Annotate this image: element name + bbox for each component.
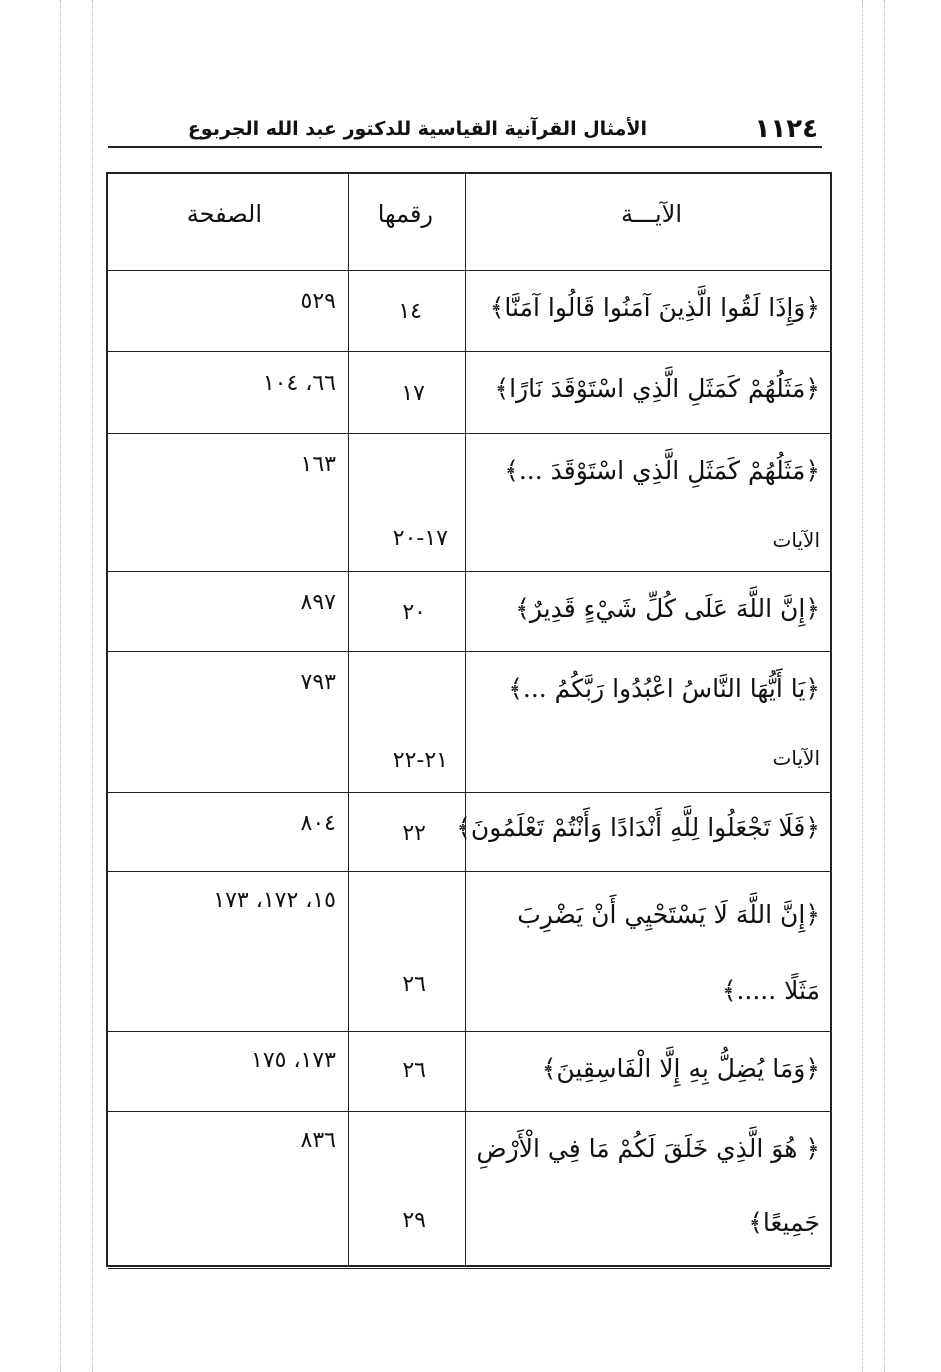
scan-artifact-line [60,0,61,1372]
header-page: الصفحة [186,200,262,228]
scan-artifact-line [92,0,93,1372]
verse-number: ٢٩ [402,1208,426,1233]
column-divider [348,174,349,1265]
scan-artifact-line [862,0,863,1372]
table-row [108,572,830,652]
verse-text: ﴿إِنَّ اللَّهَ لَا يَسْتَحْيِي أَنْ يَضْرِبَ [517,900,820,929]
verse-number: ١٧ [401,381,425,406]
verse-number: ١٧-٢٠ [392,526,448,551]
verse-index-table [106,172,832,1267]
verse-continuation: مَثَلًا .....﴾ [721,976,820,1005]
verse-number: ٢٦ [402,1058,426,1083]
verse-text: ﴿ هُوَ الَّذِي خَلَقَ لَكُمْ مَا فِي الْأَرْضِ [476,1134,820,1163]
table-row [108,652,830,793]
page-refs: ٨٣٦ [300,1128,336,1153]
page-refs: ٨٩٧ [300,590,336,615]
page-refs: ٥٢٩ [300,289,336,314]
verse-text: ﴿مَثَلُهُمْ كَمَثَلِ الَّذِي اسْتَوْقَدَ ...﴾ [504,456,820,485]
book-title: الأمثال القرآنية القياسية للدكتور عبد الله الجربوع [187,118,647,140]
verse-text: ﴿إِنَّ اللَّهَ عَلَى كُلِّ شَيْءٍ قَدِيرٌ﴾ [515,594,820,623]
verse-text: ﴿فَلَا تَجْعَلُوا لِلَّهِ أَنْدَادًا وَأَنْتُمْ تَعْلَمُونَ﴾ [456,813,820,842]
header-rule [108,146,822,148]
table-row [108,434,830,572]
verse-text: ﴿مَثَلُهُمْ كَمَثَلِ الَّذِي اسْتَوْقَدَ نَارًا﴾ [494,374,820,403]
table-row [108,1032,830,1112]
page-refs: ١٥، ١٧٢، ١٧٣ [213,888,336,913]
verse-number: ٢١-٢٢ [392,748,448,773]
page-header [108,112,822,148]
verse-number: ١٤ [398,299,422,324]
verse-text: ﴿يَا أَيُّهَا النَّاسُ اعْبُدُوا رَبَّكُمُ ...﴾ [508,674,820,703]
header-verse: الآيـــة [621,200,682,228]
scan-artifact-line [884,0,885,1372]
table-row [108,872,830,1032]
table-row [108,793,830,872]
verse-text: ﴿وَمَا يُضِلُّ بِهِ إِلَّا الْفَاسِقِينَ﴾ [541,1054,820,1083]
table-row [108,352,830,434]
table-row [108,271,830,352]
verse-continuation: الآيات [772,746,820,770]
verse-continuation: الآيات [772,528,820,552]
header-number: رقمها [377,200,433,228]
page-number: ١١٢٤ [754,114,818,144]
page-refs: ١٦٣ [300,452,336,477]
table-row [108,1112,830,1269]
page-refs: ٨٠٤ [300,811,336,836]
verse-number: ٢٠ [402,600,426,625]
verse-number: ٢٢ [402,821,426,846]
page-refs: ١٧٣، ١٧٥ [251,1048,336,1073]
verse-text: ﴿وَإِذَا لَقُوا الَّذِينَ آمَنُوا قَالُوا آمَنَّا﴾ [489,293,820,322]
table-header-row [108,174,830,271]
page-refs: ٧٩٣ [300,670,336,695]
column-divider [465,174,466,1265]
page-refs: ٦٦، ١٠٤ [262,371,336,396]
verse-continuation: جَمِيعًا﴾ [748,1208,820,1237]
verse-number: ٢٦ [402,972,426,997]
